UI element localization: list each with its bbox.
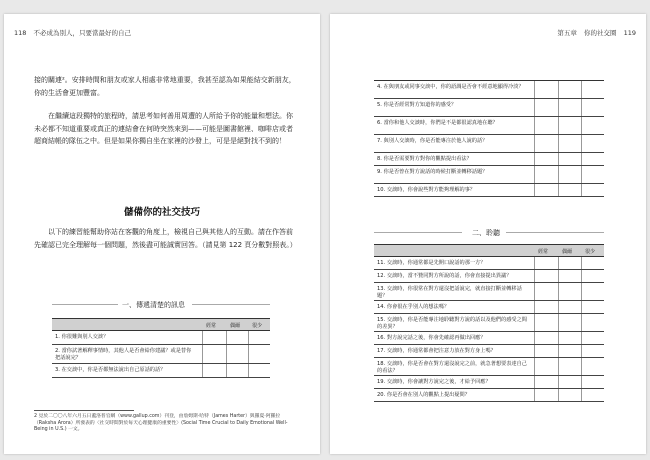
table-row [374, 270, 604, 283]
table-row [52, 345, 270, 364]
question-text: 17. 交談時，你通常都會把注意力放在對方身上嗎？ [377, 348, 496, 354]
table-row [374, 358, 604, 376]
table-row [374, 314, 604, 332]
table-row [374, 376, 604, 389]
question-text: 1. 你很難與別人交談？ [55, 334, 109, 340]
page-number: 118 [14, 29, 27, 37]
table-row [374, 117, 604, 135]
question-text: 19. 交談時，你會讓對方說完之後，才給予回應？ [377, 379, 491, 385]
question-text: 9. 你是否曾在對方說話的時候打斷並轉移話題？ [377, 169, 488, 175]
question-text: 16. 對方說完話之後，你會先確認再做出回應？ [377, 335, 486, 341]
question-text: 10. 交談時，你會說些對方能夠理解的事？ [377, 187, 476, 193]
table-row [374, 81, 604, 99]
left-running-header [14, 28, 136, 37]
subsection-rule-left [52, 304, 118, 305]
question-text: 5. 你是否經常對方知道你的感受？ [377, 102, 457, 108]
subsection-title: 一、傳遞清楚的訊息 [122, 301, 185, 309]
table-row [374, 153, 604, 166]
table-row [374, 345, 604, 358]
questionnaire-table-1-continued [374, 80, 604, 197]
table-row [374, 283, 604, 301]
table-header [52, 319, 270, 331]
table-row [374, 184, 604, 197]
paragraph: 以下的練習能幫助你站在客觀的角度上，檢視自己與其他人的互動。請在作答前先確認已完全理解每一個問題，然後盡可能誠實回答。（請見第 122 頁分數對照表。） [34, 228, 297, 249]
questionnaire-table-2 [374, 244, 604, 402]
table-row [52, 331, 270, 345]
subsection-rule-left [374, 232, 462, 233]
question-text: 12. 交談時，當不贊同對方所說的話，你會直接提出異議？ [377, 273, 512, 279]
right-page [330, 14, 646, 454]
question-text: 15. 交談時，你是否能專注地聆聽對方說的話以及他們的感受之間的差異？ [377, 317, 527, 330]
table-row [374, 389, 604, 402]
table-row [52, 364, 270, 378]
subsection-title: 二、聆聽 [472, 229, 500, 237]
paragraph: 接的關連²。安排時間和朋友或家人相處非常地重要，我甚至認為如果能結交新朋友，你的生活會更加豐富。 [34, 76, 296, 97]
footnote-rule [34, 410, 134, 411]
column-header-sometimes: 偶爾 [230, 323, 241, 329]
question-text: 7. 與別人交談時，你是否能專注於他人說的話？ [377, 138, 488, 144]
running-head: 你的社交圈 [584, 29, 617, 37]
paragraph: 在繼續這段獨特的旅程時，請思考如何善用周遭的人所給予你的能量和想法。你未必都不知道重要或真正的連結會在何時突然來到——可能是圖書館裡、咖啡店或者超商結帳的隊伍之中。但是如果你獨自坐在家裡的沙發上，可是是絕對找不到的！ [34, 112, 293, 145]
column-header-often: 經常 [538, 249, 549, 255]
question-text: 8. 你是否需要對方對你的觀點提出看法？ [377, 156, 472, 162]
running-head: 不必成為別人，只要當最好的自己 [33, 29, 131, 37]
subsection-rule-right [506, 232, 604, 233]
table-row [374, 135, 604, 153]
table-row [374, 166, 604, 184]
subsection-rule-right [192, 304, 270, 305]
column-header-sometimes: 偶爾 [562, 249, 573, 255]
question-text: 3. 在交談中，你是否都無法說出自己原話的話？ [55, 367, 166, 373]
column-header-rarely: 很少 [252, 323, 263, 329]
right-running-header [552, 28, 636, 37]
table-row [374, 301, 604, 314]
table-header [374, 245, 604, 257]
questionnaire-table-1 [52, 318, 270, 378]
question-text: 4. 在與朋友或同事交談中，你的語調是否會不經意地顯得冷淡？ [377, 84, 524, 90]
column-header-rarely: 很少 [585, 249, 596, 255]
question-text: 20. 你是否會在別人的觀點上提出疑問？ [377, 392, 470, 398]
table-row [374, 99, 604, 117]
column-header-often: 經常 [206, 323, 217, 329]
table-row [374, 257, 604, 270]
question-text: 13. 交談時，你很常在對方還沒把話說完，就直接打斷並轉移話題？ [377, 286, 522, 299]
question-text: 2. 當你試著解釋事情時，其他人是否會給你建議？或是替你把話說完？ [55, 348, 192, 361]
chapter-label: 第五章 [557, 29, 577, 37]
table-row [374, 332, 604, 345]
footnote: 2 見於二〇〇八年六月五日蓋洛普官網（www.gallup.com）刊登，由詹姆斯·哈特（James Harter）與羅夏·阿羅拉（Raksha Arora）所發表的〈社交時間對於每天心理健康的重要性〉(Social Time Crucial to Daily Emotional Well-Being in U.S.) 一文。 [34, 414, 288, 432]
left-page [4, 14, 320, 454]
page-number: 119 [623, 29, 636, 37]
question-text: 6. 當你和他人交談時，你們是不是都很認真地在聽？ [377, 120, 498, 126]
section-title: 儲備你的社交技巧 [123, 207, 200, 218]
question-text: 11. 交談時，你通常都是先開口說話的那一方？ [377, 260, 486, 266]
question-text: 14. 你會很在乎別人的想法嗎？ [377, 304, 450, 310]
question-text: 18. 交談時，你是否會在對方還沒說完之前，就急著想要表達自己的看法？ [377, 361, 527, 374]
